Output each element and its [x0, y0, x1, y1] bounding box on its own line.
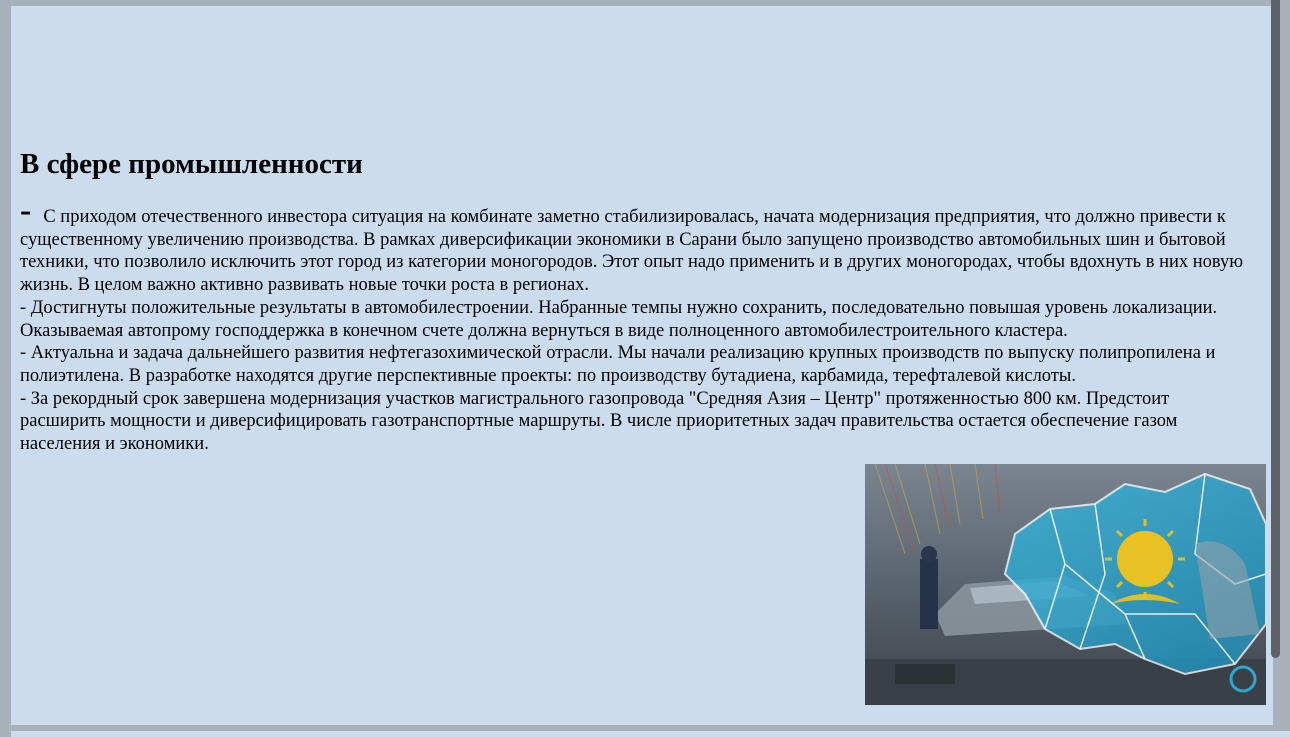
paragraph-gas-pipeline: - За рекордный срок завершена модернизация участков магистрального газопровода "Средняя Азия – Центр" протяженностью 800 км. Предстоит расширить мощности и диверсифицировать газотранспортные маршруты. В числе приоритетных задач правительства остается обеспечение газом населения и экономики.	[20, 388, 1178, 455]
paragraph-investor-text: С приходом отечественного инвестора ситуация на комбинате заметно стабилизировалась, начата модернизация предприятия, что должно привести к существенному увеличению производства. В рамках диверсификации экономики в Сарани было запущено производство автомобильных шин и бытовой техники, что позволило исключить этот город из категории моногородов. Этот опыт надо применить и в других моногородах, чтобы вдохнуть в них новую жизнь. В целом важно активно развивать новые точки роста в регионах.	[20, 207, 1244, 296]
collage-illustration	[865, 464, 1266, 705]
bottom-edge	[11, 731, 1290, 737]
paragraph-petrochemistry: - Актуальна и задача дальнейшего развития нефтегазохимической отрасли. Мы начали реализацию крупных производств по выпуску полипропилена и полиэтилена. В разработке находятся другие перспективные проекты: по производству бутадиена, карбамида, терефталевой кислоты.	[20, 343, 1216, 386]
paragraph-auto-industry: - Достигнуты положительные результаты в автомобилестроении. Набранные темпы нужно сохранить, последовательно повышая уровень локализации. Оказываемая автопрому господдержка в конечном счете должна вернуться в виде полноценного автомобилестроительного кластера.	[20, 297, 1218, 341]
bullet-dash: -	[20, 192, 32, 229]
slide-body	[20, 192, 1256, 456]
vertical-scrollbar[interactable]	[1271, 0, 1280, 658]
slide-title: В сфере промышленности	[20, 148, 363, 180]
industry-kazakhstan-collage-image	[865, 464, 1266, 705]
slide	[11, 6, 1273, 725]
paragraph-investor	[20, 192, 1256, 297]
